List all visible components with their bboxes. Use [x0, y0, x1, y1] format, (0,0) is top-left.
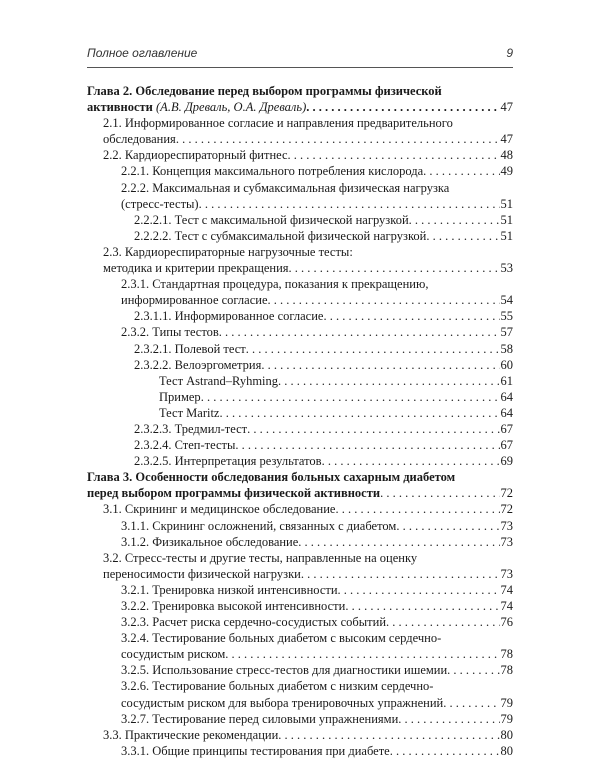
- toc-entry-2-3-2-4[interactable]: 2.3.2.4. Степ-тесты . . . 67: [87, 437, 513, 453]
- toc-entry-3-2-1[interactable]: 3.2.1. Тренировка низкой интенсивности . . . 74: [87, 582, 513, 598]
- running-head-title: Полное оглавление: [87, 46, 198, 60]
- leader-dots: [409, 212, 500, 228]
- leader-dots: [225, 646, 499, 662]
- toc-entry-2-2-2-2[interactable]: 2.2.2.2. Тест с субмаксимальной физической нагрузкой . . . 51: [87, 228, 513, 244]
- toc-page-number: 55: [500, 309, 513, 324]
- leader-dots: [247, 421, 499, 437]
- toc-page-number: 72: [500, 486, 513, 501]
- toc-entry-3-2[interactable]: 3.2. Стресс-тесты и другие тесты, направленные на оценку: [103, 550, 418, 565]
- toc-entry-maritz[interactable]: Тест Maritz . . . 64: [87, 405, 513, 421]
- leader-dots: [268, 292, 500, 308]
- toc-page-number: 53: [500, 261, 513, 276]
- leader-dots: [443, 695, 499, 711]
- toc-entry-3-2-4[interactable]: 3.2.4. Тестирование больных диабетом с высоким сердечно-: [121, 631, 442, 646]
- toc-page-number: 79: [500, 695, 513, 710]
- toc-page-number: 58: [500, 341, 513, 356]
- toc-chapter-3-entry[interactable]: перед выбором программы физической активности . . . 72: [87, 485, 513, 501]
- toc-entry-2-1[interactable]: 2.1. Информированное согласие и направления предварительного: [103, 116, 453, 131]
- toc-entry-3-2-2[interactable]: 3.2.2. Тренировка высокой интенсивности . . . 74: [87, 598, 513, 614]
- toc-page-number: 76: [500, 615, 513, 630]
- leader-dots: [306, 99, 499, 115]
- toc-chapter-2-entry[interactable]: [87, 99, 513, 115]
- toc-page-number: 49: [500, 164, 513, 179]
- leader-dots: [447, 662, 499, 678]
- toc-entry-3-1-2[interactable]: 3.1.2. Физикальное обследование . . . 73: [87, 534, 513, 550]
- leader-dots: [288, 147, 500, 163]
- leader-dots: [390, 743, 500, 759]
- leader-dots: [219, 405, 499, 421]
- leader-dots: [345, 598, 499, 614]
- toc-entry-2-3-2-1[interactable]: 2.3.2.1. Полевой тест . . . 58: [87, 341, 513, 357]
- toc-page-number: 74: [500, 582, 513, 597]
- toc-entry-2-2-2-1[interactable]: 2.2.2.1. Тест с максимальной физической нагрузкой . . . 51: [87, 212, 513, 228]
- toc-entry-3-2-cont[interactable]: переносимости физической нагрузки . . . 73: [87, 566, 513, 582]
- toc-page-number: 74: [500, 599, 513, 613]
- toc-entry-2-1-cont[interactable]: обследования . . . 47: [87, 131, 513, 147]
- toc-entry-3-2-3[interactable]: 3.2.3. Расчет риска сердечно-сосудистых событий . . . 76: [87, 614, 513, 630]
- toc-entry-2-3-1-cont[interactable]: информированное согласие . . . 54: [87, 292, 513, 308]
- toc-entry-3-1-1[interactable]: 3.1.1. Скрининг осложнений, связанных с диабетом . . . 73: [87, 518, 513, 534]
- toc-entry-2-3-2-2[interactable]: 2.3.2.2. Велоэргометрия . . . 60: [87, 357, 513, 373]
- toc-entry-3-2-4-cont[interactable]: сосудистым риском . . . 78: [87, 646, 513, 662]
- leader-dots: [261, 357, 499, 373]
- toc-entry-2-2[interactable]: 2.2. Кардиореспираторный фитнес . . . 48: [87, 147, 513, 163]
- leader-dots: [235, 437, 499, 453]
- toc-entry-3-2-6-cont[interactable]: сосудистым риском для выбора тренировочных упражнений . . . 79: [87, 695, 513, 711]
- toc-page-number: 51: [500, 212, 513, 227]
- toc-page-number: 73: [500, 518, 513, 533]
- toc-page-number: 64: [500, 389, 513, 404]
- toc-entry-3-3[interactable]: 3.3. Практические рекомендации . . . 80: [87, 727, 513, 743]
- toc-entry-3-2-6[interactable]: 3.2.6. Тестирование больных диабетом с низким сердечно-: [121, 679, 434, 694]
- toc-chapter-2-title-end: активности: [87, 100, 153, 115]
- toc-page-number: 57: [500, 325, 513, 340]
- header-rule: [87, 67, 513, 68]
- toc-entry-2-3-1-1[interactable]: 2.3.1.1. Информированное согласие . . . 55: [87, 308, 513, 324]
- toc-entry-2-3[interactable]: 2.3. Кардиореспираторные нагрузочные тесты:: [103, 244, 353, 259]
- leader-dots: [335, 501, 499, 517]
- leader-dots: [426, 228, 499, 244]
- toc-entry-2-2-1[interactable]: 2.2.1. Концепция максимального потребления кислорода . . . 49: [87, 163, 513, 179]
- toc-page-number: 78: [500, 647, 513, 662]
- toc-page-number: 80: [500, 743, 513, 758]
- toc-entry-2-2-2[interactable]: 2.2.2. Максимальная и субмаксимальная физическая нагрузка: [121, 180, 450, 195]
- leader-dots: [380, 485, 499, 501]
- leader-dots: [386, 614, 499, 630]
- leader-dots: [398, 711, 499, 727]
- toc-chapter-2-authors: (А.В. Древаль, О.А. Древаль): [156, 100, 307, 115]
- leader-dots: [289, 260, 500, 276]
- toc-entry-astrand[interactable]: Тест Astrand–Ryhming . . . 61: [87, 373, 513, 389]
- leader-dots: [219, 324, 500, 340]
- toc-entry-3-2-5[interactable]: 3.2.5. Использование стресс-тестов для диагностики ишемии . . . 78: [87, 662, 513, 678]
- toc-page-number: 47: [500, 100, 513, 115]
- page-number: 9: [506, 46, 513, 60]
- toc-chapter-3-heading[interactable]: Глава 3. Особенности обследования больных сахарным диабетом: [87, 470, 456, 485]
- leader-dots: [298, 534, 499, 550]
- toc-page-number: 47: [500, 132, 513, 147]
- toc-page-number: 80: [500, 727, 513, 742]
- leader-dots: [278, 373, 499, 389]
- toc-chapter-2-heading[interactable]: Глава 2. Обследование перед выбором программы физической: [87, 84, 442, 98]
- toc-entry-2-3-1[interactable]: 2.3.1. Стандартная процедура, показания к прекращению,: [121, 277, 429, 292]
- leader-dots: [396, 518, 499, 534]
- leader-dots: [278, 727, 499, 743]
- leader-dots: [301, 566, 500, 582]
- leader-dots: [423, 163, 499, 179]
- toc-entry-2-2-2-cont[interactable]: (стресс-тесты) . . . 51: [87, 196, 513, 212]
- leader-dots: [322, 453, 500, 469]
- leader-dots: [323, 308, 499, 324]
- leader-dots: [199, 196, 500, 212]
- running-head: [87, 46, 513, 66]
- toc-entry-2-3-cont[interactable]: методика и критерии прекращения . . . 53: [87, 260, 513, 276]
- toc-entry-example[interactable]: Пример . . . 64: [87, 389, 513, 405]
- toc-page-number: 67: [500, 438, 513, 453]
- leader-dots: [246, 341, 500, 357]
- toc-page-number: 73: [500, 566, 513, 581]
- toc-entry-3-2-7[interactable]: 3.2.7. Тестирование перед силовыми упражнениями . . . 79: [87, 711, 513, 727]
- toc-entry-2-3-2[interactable]: 2.3.2. Типы тестов . . . 57: [87, 324, 513, 340]
- toc-entry-2-3-2-5[interactable]: 2.3.2.5. Интерпретация результатов . . . 69: [87, 453, 513, 469]
- toc-page-number: 60: [500, 357, 513, 372]
- leader-dots: [338, 582, 500, 598]
- toc-entry-3-1[interactable]: 3.1. Скрининг и медицинское обследование . . . 72: [87, 501, 513, 517]
- leader-dots: [201, 389, 500, 405]
- toc-page-number: 69: [500, 454, 513, 469]
- table-of-contents: [87, 83, 513, 759]
- toc-page-number: 61: [500, 373, 513, 388]
- toc-page-number: 72: [500, 502, 513, 517]
- leader-dots: [176, 131, 500, 147]
- toc-entry-2-3-2-3[interactable]: 2.3.2.3. Тредмил-тест . . . 67: [87, 421, 513, 437]
- toc-page-number: 54: [500, 293, 513, 308]
- toc-page-number: 67: [500, 421, 513, 436]
- toc-page-number: 78: [500, 663, 513, 678]
- toc-page-number: 79: [500, 711, 513, 726]
- toc-page-number: 73: [500, 534, 513, 549]
- toc-page-number: 64: [500, 405, 513, 420]
- toc-page-number: 48: [500, 148, 513, 163]
- toc-page-number: 51: [500, 228, 513, 243]
- toc-entry-3-3-1[interactable]: 3.3.1. Общие принципы тестирования при диабете . . . 80: [87, 743, 513, 759]
- toc-page-number: 51: [500, 196, 513, 211]
